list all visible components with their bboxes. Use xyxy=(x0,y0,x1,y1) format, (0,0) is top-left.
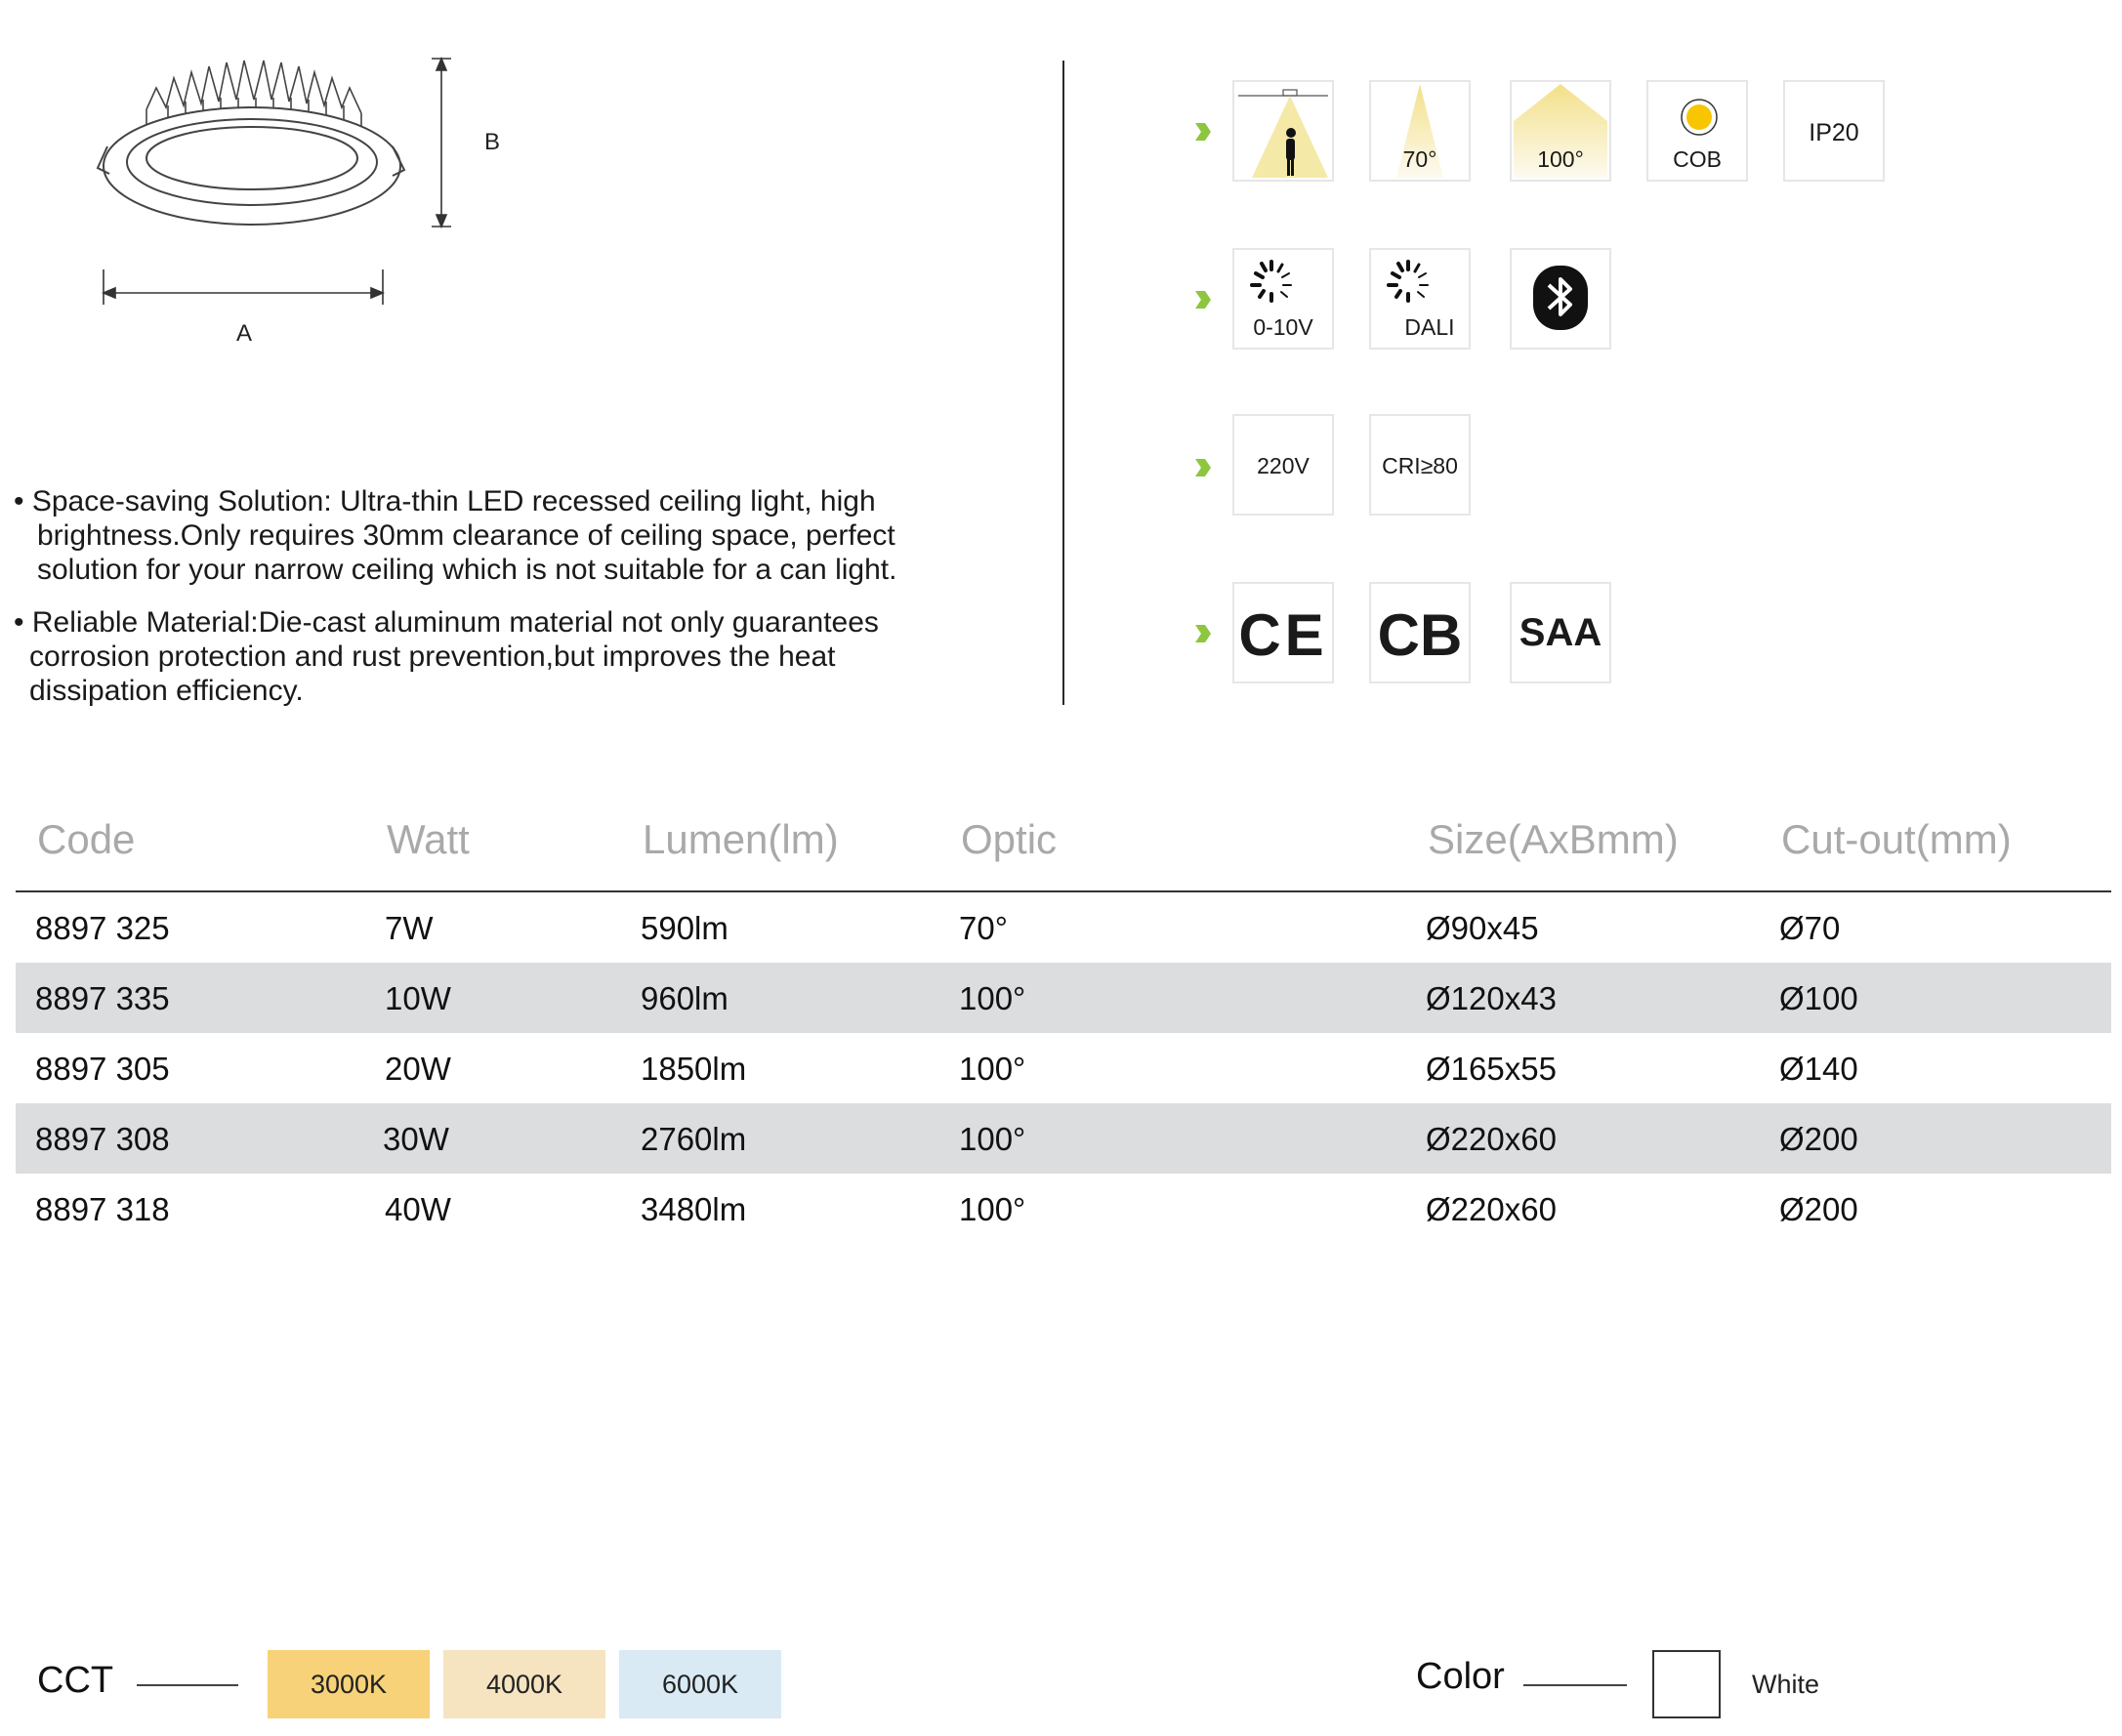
voltage-220v-icon xyxy=(1232,414,1334,516)
cct-label: CCT xyxy=(37,1660,114,1701)
saa-mark-label: SAA xyxy=(1519,611,1602,654)
dimension-a-label: A xyxy=(236,320,253,347)
cell-lumen: 3480lm xyxy=(641,1191,747,1227)
bullet-line: • Reliable Material:Die-cast aluminum material not only guarantees xyxy=(14,606,879,639)
dimming-dali-icon xyxy=(1369,248,1471,350)
cell-cutout: Ø140 xyxy=(1779,1051,1858,1087)
cell-optic: 100° xyxy=(959,1121,1026,1157)
cb-mark-icon xyxy=(1369,582,1471,683)
cell-watt: 40W xyxy=(385,1191,451,1227)
cell-lumen: 590lm xyxy=(641,910,728,946)
bluetooth-icon xyxy=(1510,248,1611,350)
cell-watt: 30W xyxy=(383,1121,449,1157)
cell-lumen: 1850lm xyxy=(641,1051,747,1087)
bullet-reliable-material xyxy=(14,605,1029,708)
beam-70-icon xyxy=(1369,80,1471,182)
header-optic: Optic xyxy=(961,816,1058,862)
ce-mark-label: CE xyxy=(1238,602,1328,668)
beam-100-icon xyxy=(1510,80,1611,182)
cell-cutout: Ø200 xyxy=(1779,1191,1858,1227)
table-row xyxy=(16,963,2111,1033)
table-row xyxy=(16,1033,2111,1103)
cell-code: 8897 318 xyxy=(35,1191,170,1227)
header-watt: Watt xyxy=(387,816,470,862)
arrow-icon xyxy=(1195,459,1211,476)
bullet-space-saving xyxy=(14,484,1029,587)
cob-label: COB xyxy=(1673,146,1722,172)
voltage-220v-label: 220V xyxy=(1257,453,1310,478)
cell-size: Ø120x43 xyxy=(1426,980,1557,1016)
header-size: Size(AxBmm) xyxy=(1428,816,1679,862)
color-white-swatch xyxy=(1652,1650,1721,1718)
cct-4000k-swatch: 4000K xyxy=(443,1650,605,1718)
color-line xyxy=(1523,1684,1627,1686)
beam-100-label: 100° xyxy=(1537,146,1584,172)
header-code: Code xyxy=(37,816,136,862)
cell-optic: 100° xyxy=(959,1191,1026,1227)
cell-optic: 100° xyxy=(959,980,1026,1016)
color-label: Color xyxy=(1416,1656,1505,1697)
vertical-divider xyxy=(1062,61,1064,705)
product-drawing xyxy=(78,49,527,361)
cell-code: 8897 305 xyxy=(35,1051,170,1087)
cell-watt: 20W xyxy=(385,1051,451,1087)
cell-size: Ø220x60 xyxy=(1426,1121,1557,1157)
arrow-icon xyxy=(1195,625,1211,642)
dimming-0-10v-label: 0-10V xyxy=(1253,314,1313,340)
color-value: White xyxy=(1752,1670,1820,1699)
cct-6000k-swatch: 6000K xyxy=(619,1650,781,1718)
bullet-line: solution for your narrow ceiling which is not suitable for a can light. xyxy=(37,554,897,586)
dimension-a xyxy=(104,269,383,305)
table-row xyxy=(16,892,2111,963)
cri-icon xyxy=(1369,414,1471,516)
table-header xyxy=(16,801,2111,892)
header-lumen: Lumen(lm) xyxy=(643,816,839,862)
dimension-b-label: B xyxy=(484,129,501,155)
cri-label: CRI≥80 xyxy=(1382,453,1458,478)
cell-cutout: Ø70 xyxy=(1779,910,1841,946)
cell-lumen: 2760lm xyxy=(641,1121,747,1157)
header-cutout: Cut-out(mm) xyxy=(1781,816,2012,862)
bullet-line: brightness.Only requires 30mm clearance of ceiling space, perfect xyxy=(37,519,895,552)
cell-code: 8897 335 xyxy=(35,980,170,1016)
cell-size: Ø220x60 xyxy=(1426,1191,1557,1227)
beam-scene-icon xyxy=(1232,80,1334,182)
cob-icon xyxy=(1646,80,1748,182)
dimming-0-10v-icon xyxy=(1232,248,1334,350)
bullet-line: • Space-saving Solution: Ultra-thin LED recessed ceiling light, high xyxy=(14,485,876,517)
cell-size: Ø165x55 xyxy=(1426,1051,1557,1087)
ce-mark-icon xyxy=(1232,582,1334,683)
cell-watt: 10W xyxy=(385,980,451,1016)
dimming-dali-label: DALI xyxy=(1404,314,1455,340)
ip20-icon xyxy=(1783,80,1885,182)
beam-70-label: 70° xyxy=(1402,146,1437,172)
cb-mark-label: CB xyxy=(1377,602,1463,668)
cell-cutout: Ø100 xyxy=(1779,980,1858,1016)
arrow-icon xyxy=(1195,291,1211,309)
spec-table xyxy=(16,801,2111,1244)
flange xyxy=(98,107,404,225)
cell-cutout: Ø200 xyxy=(1779,1121,1858,1157)
table-row xyxy=(16,1174,2111,1244)
bullet-line: dissipation efficiency. xyxy=(29,675,304,707)
saa-mark-icon xyxy=(1510,582,1611,683)
cell-code: 8897 308 xyxy=(35,1121,170,1157)
dimension-b xyxy=(432,59,451,227)
table-row xyxy=(16,1103,2111,1174)
cct-3000k-swatch: 3000K xyxy=(268,1650,430,1718)
cell-optic: 100° xyxy=(959,1051,1026,1087)
cell-optic: 70° xyxy=(959,910,1008,946)
cell-code: 8897 325 xyxy=(35,910,170,946)
cell-watt: 7W xyxy=(385,910,434,946)
cell-size: Ø90x45 xyxy=(1426,910,1539,946)
arrow-icon xyxy=(1195,123,1211,141)
cct-line xyxy=(137,1684,238,1686)
cell-lumen: 960lm xyxy=(641,980,728,1016)
ip20-label: IP20 xyxy=(1809,119,1859,146)
bullet-line: corrosion protection and rust prevention,but improves the heat xyxy=(29,641,836,673)
